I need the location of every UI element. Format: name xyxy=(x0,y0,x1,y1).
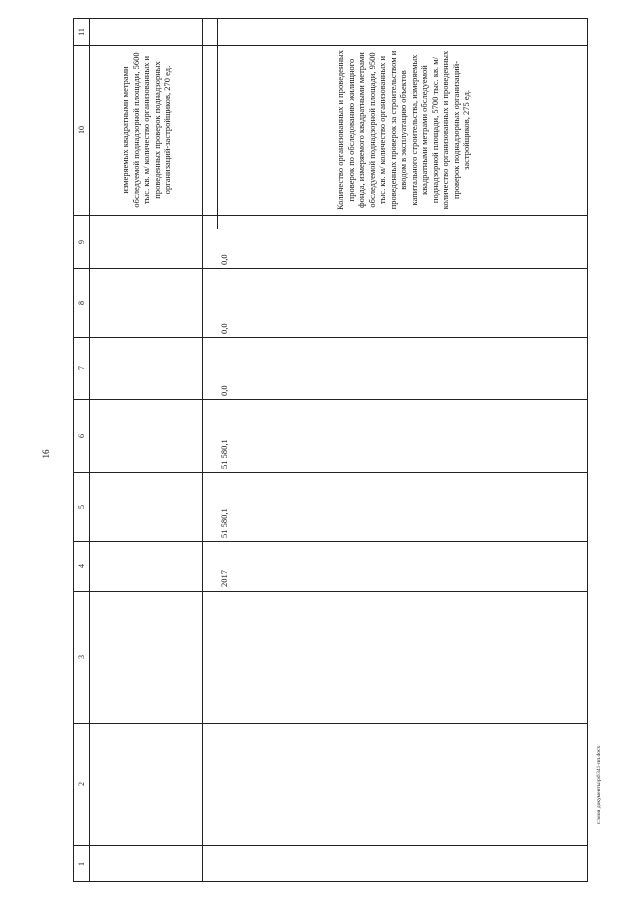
page-number: 16 xyxy=(41,449,51,459)
column-header-2: 2 xyxy=(76,782,86,786)
column-header-1: 1 xyxy=(76,861,86,866)
column-divider-5-4 xyxy=(74,541,587,542)
column-divider-7-6 xyxy=(74,399,587,400)
regional-funding-cell: 51 580,1 xyxy=(219,438,229,469)
column-divider-6-5 xyxy=(74,472,587,473)
column-header-3: 3 xyxy=(76,655,86,659)
plan-table xyxy=(73,18,588,882)
column-divider-4-3 xyxy=(74,591,587,592)
total-funding-cell: 51 580,1 xyxy=(219,507,229,538)
row-divider xyxy=(202,19,203,881)
other-funding-cell: 0,0 xyxy=(219,253,229,265)
column-divider-8-7 xyxy=(74,337,587,338)
indicator-text-cell: измеряемых квадратными метрами обследуемой поднадзорной площади, 5600 тыс. кв. м/ количество организованных и проведенных проверок поднадзорных организаций-застройщиков, 270 ед. xyxy=(119,52,172,208)
column-header-7: 7 xyxy=(76,366,86,370)
column-divider-3-2 xyxy=(74,723,587,724)
local-funding-cell: 0,0 xyxy=(219,322,229,334)
column-divider-10-9 xyxy=(74,215,587,216)
federal-funding-cell: 0,0 xyxy=(219,385,229,396)
column-header-8: 8 xyxy=(76,300,86,305)
column-divider-9-8 xyxy=(74,268,587,269)
year-cell: 2017 xyxy=(219,570,229,587)
column-header-11: 11 xyxy=(76,28,86,36)
column-header-9: 9 xyxy=(76,239,86,244)
column-header-6: 6 xyxy=(76,433,86,438)
footer-file-path: c:\мои документы\pd\341-пп.docx xyxy=(596,745,602,825)
indicator-text-cell-2: Количество организованных и проведенных проверок по обследованию жилищного фонда, измеряемого квадратными метрами обследуемой поднадзорной площади, 9500 тыс. кв. м/ количество организованных и проведенных проверок за строительством и вводом в эксплуатацию объектов капитального строительства, измеряемых квадратными метрами обследуемой поднадзорной площади, 5700 тыс. кв. м/ количество организованных и проведенных проверок поднадзорных организаций-застройщиков, 275 ед. xyxy=(334,49,471,211)
column-header-5: 5 xyxy=(76,504,86,509)
column-header-10: 10 xyxy=(76,126,86,134)
column-header-4: 4 xyxy=(76,564,86,568)
column-divider-2-1 xyxy=(74,845,587,846)
